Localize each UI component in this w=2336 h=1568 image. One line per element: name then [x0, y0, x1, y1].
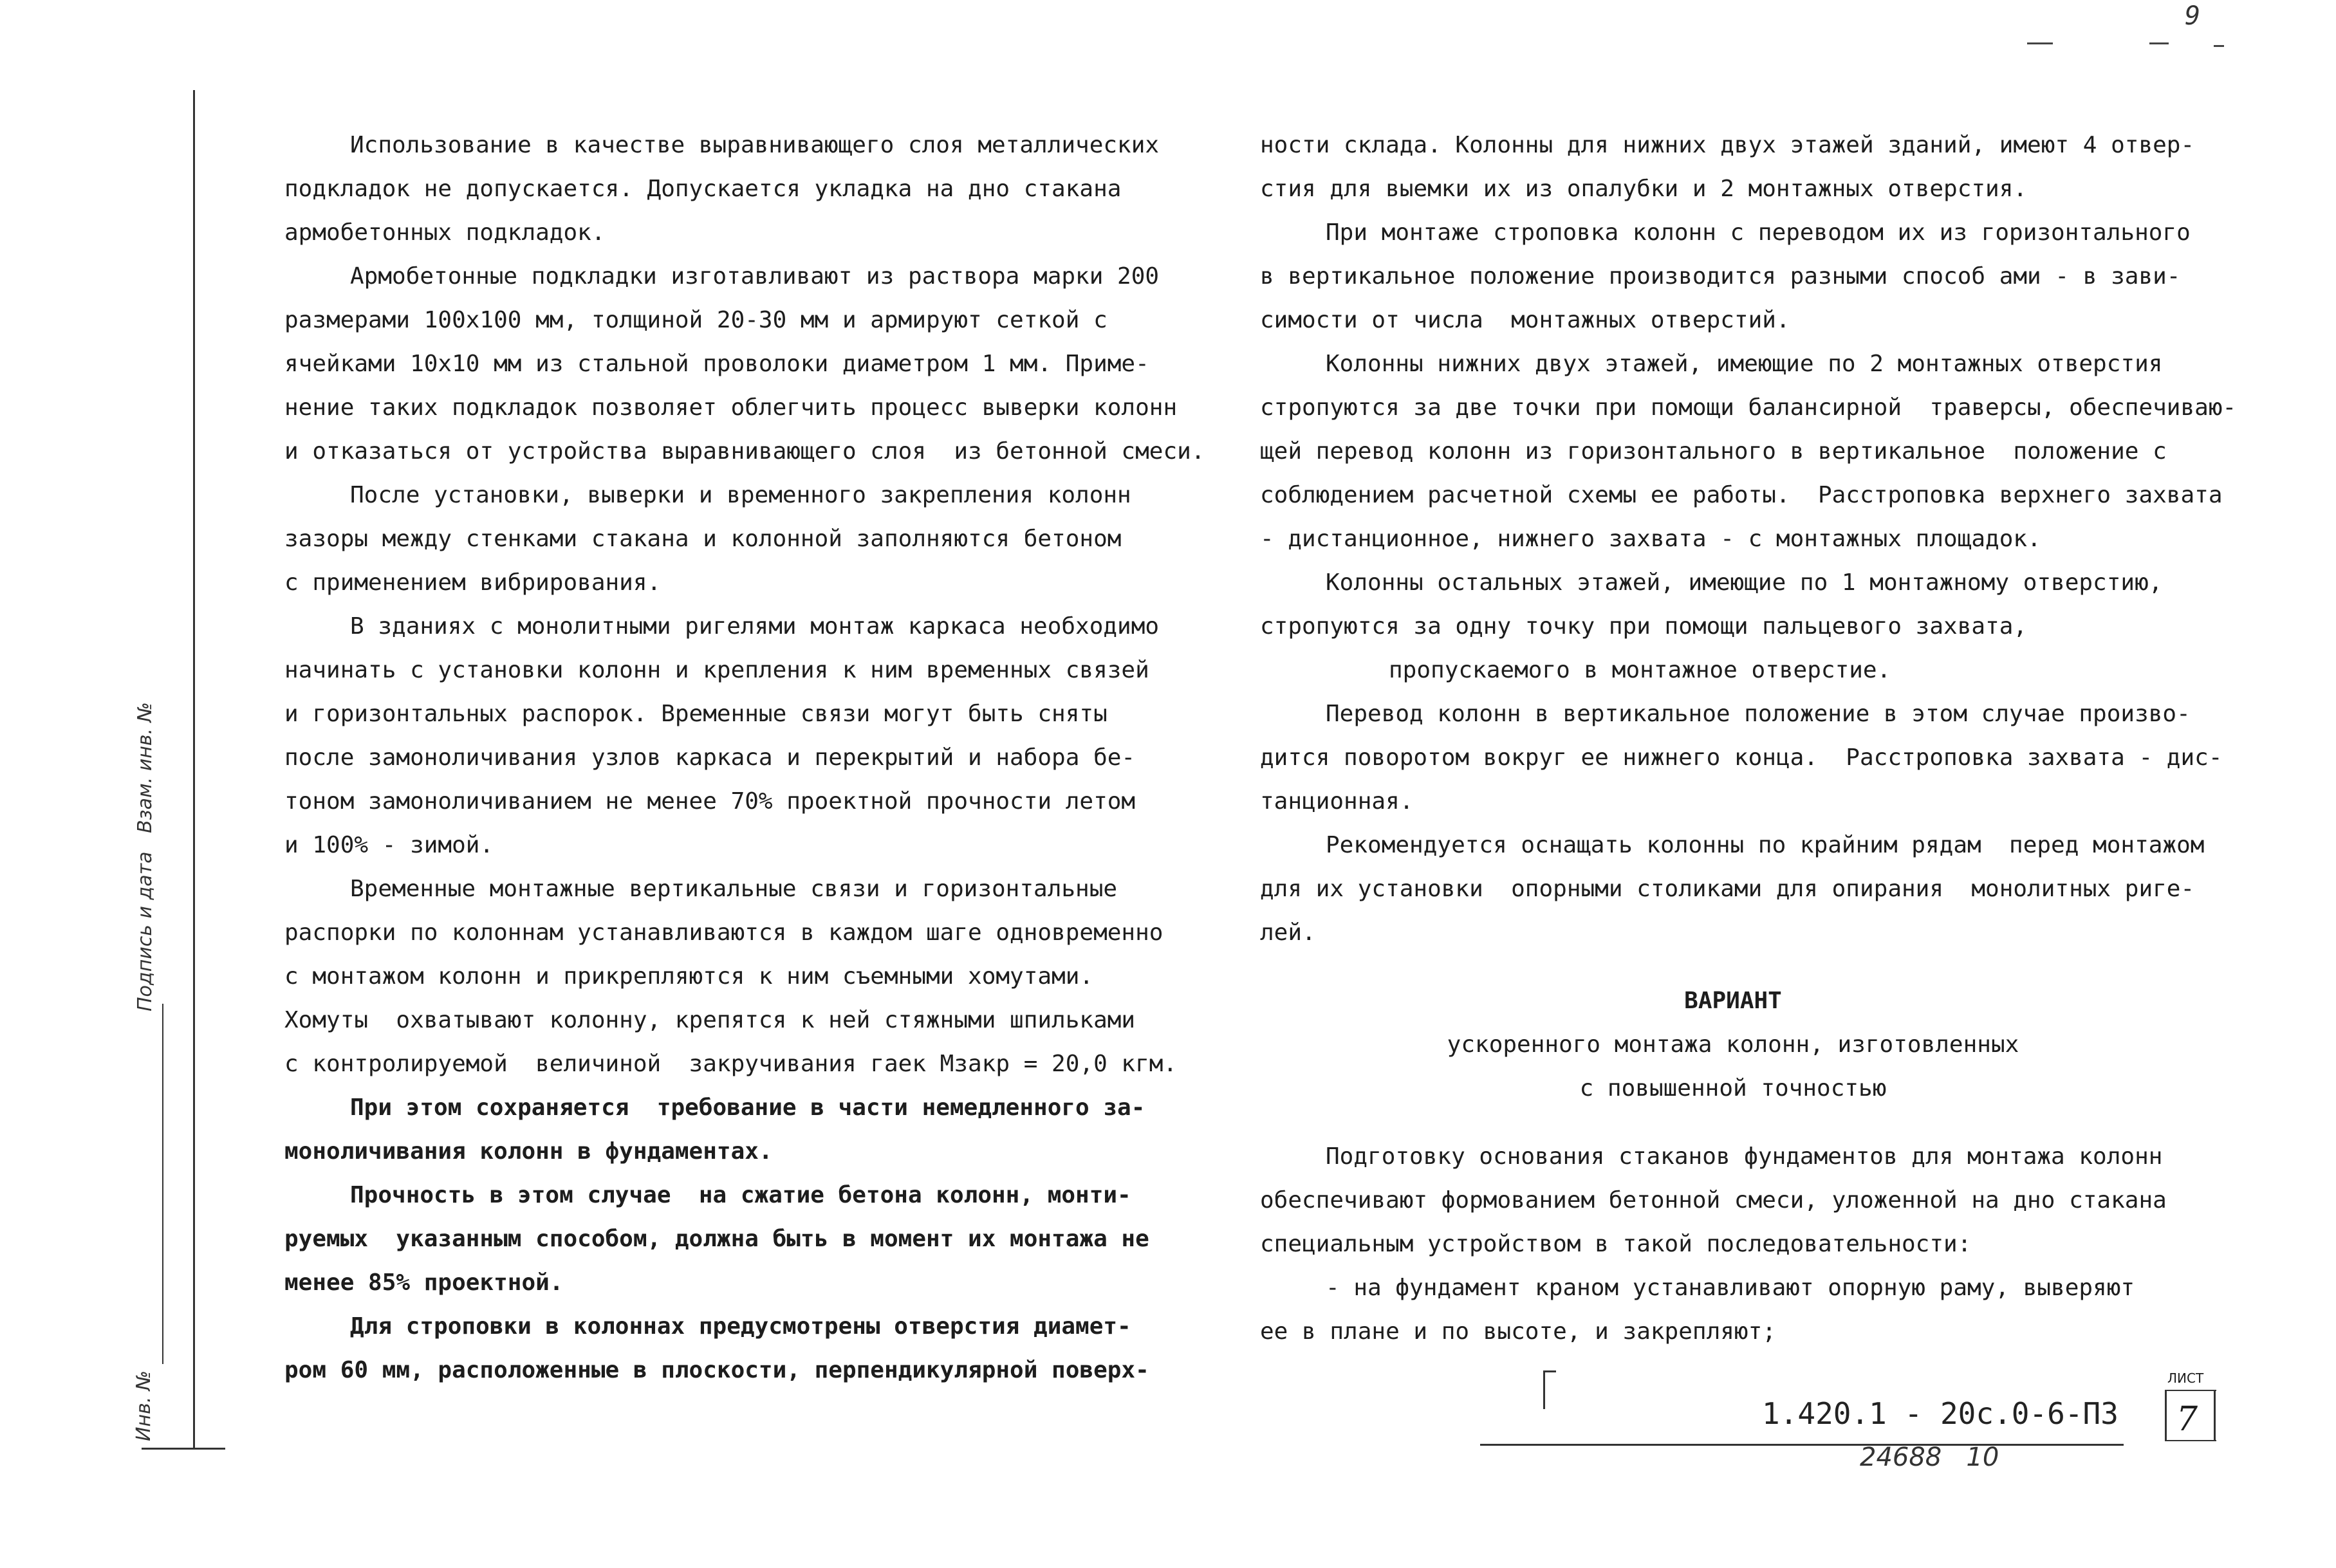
side-stamp-label: Подпись и дата Взам. инв. № [134, 702, 156, 1011]
title-block-line [1480, 1444, 2124, 1446]
text-line: нение таких подкладок позволяет облегчить процесс выверки колонн [284, 394, 1178, 421]
header-rule [2214, 45, 2224, 47]
text-line: с применением вибрирования. [284, 569, 662, 596]
text-line: дится поворотом вокруг ее нижнего конца. Расстроповка захвата - дис- [1260, 744, 2223, 771]
text-line: с контролируемой величиной закручивания гаек Мзакр = 20,0 кгм. [284, 1051, 1178, 1077]
text-line: Колонны остальных этажей, имеющие по 1 монтажному отверстию, [1326, 569, 2163, 596]
text-line: Хомуты охватывают колонну, крепятся к ней стяжными шпильками [284, 1007, 1136, 1033]
sheet-label: ЛИСТ [2167, 1370, 2204, 1386]
margin-line [162, 1004, 163, 1364]
text-line: подкладок не допускается. Допускается укладка на дно стакана [284, 176, 1122, 202]
text-line: зазоры между стенками стакана и колонной заполняются бетоном [284, 526, 1122, 552]
margin-line [193, 90, 195, 1448]
text-line: и отказаться от устройства выравнивающего слоя из бетонной смеси. [284, 438, 1205, 465]
text-line: ее в плане и по высоте, и закрепляют; [1260, 1318, 1776, 1345]
text-line: распорки по колоннам устанавливаются в каждом шаге одновременно [284, 919, 1163, 946]
text-line: Рекомендуется оснащать колонны по крайним рядам перед монтажом [1326, 832, 2205, 858]
sheet-box-line [2165, 1440, 2216, 1441]
text-line: тоном замоноличиванием не менее 70% проектной прочности летом [284, 788, 1136, 815]
page-number: 9 [2185, 1, 2201, 31]
text-line: ячейками 10x10 мм из стальной проволоки диаметром 1 мм. Приме- [284, 351, 1149, 377]
text-line: - на фундамент краном устанавливают опорную раму, выверяют [1326, 1275, 2135, 1301]
text-line: щей перевод колонн из горизонтального в вертикальное положение с [1260, 438, 2167, 465]
text-line: лей. [1260, 919, 1316, 946]
text-line: танционная. [1260, 788, 1414, 815]
text-line: Для строповки в колоннах предусмотрены отверстия диамет- [350, 1313, 1131, 1340]
text-line: для их установки опорными столиками для опирания монолитных риге- [1260, 876, 2195, 902]
text-line: моноличивания колонн в фундаментах. [284, 1138, 773, 1165]
side-stamp-inv: Инв. № [133, 1370, 155, 1441]
text-line: в вертикальное положение производится разными способ ами - в зави- [1260, 263, 2181, 290]
header-rule [2149, 42, 2169, 44]
section-subtitle: ускоренного монтажа колонн, изготовленных [1447, 1031, 2019, 1058]
text-line: ности склада. Колонны для нижних двух этажей зданий, имеют 4 отвер- [1260, 132, 2195, 158]
section-subtitle: с повышенной точностью [1579, 1075, 1887, 1102]
sheet-box-line [2214, 1390, 2216, 1441]
text-line: симости от числа монтажных отверстий. [1260, 307, 1790, 333]
text-line: стия для выемки их из опалубки и 2 монтажных отверстия. [1260, 176, 2028, 202]
text-line: - дистанционное, нижнего захвата - с монтажных площадок. [1260, 526, 2041, 552]
text-line: В зданиях с монолитными ригелями монтаж каркаса необходимо [350, 613, 1160, 640]
text-line: специальным устройством в такой последовательности: [1260, 1231, 1972, 1257]
left-column [284, 124, 1205, 1392]
section-title: ВАРИАНТ [1684, 988, 1782, 1014]
text-line: ром 60 мм, расположенные в плоскости, перпендикулярной поверх- [284, 1357, 1149, 1383]
title-block-line [1543, 1370, 1556, 1372]
text-line: При этом сохраняется требование в части немедленного за- [350, 1094, 1145, 1121]
text-line: и горизонтальных распорок. Временные связи могут быть сняты [284, 701, 1108, 727]
text-line: Колонны нижних двух этажей, имеющие по 2 монтажных отверстия [1326, 351, 2163, 377]
header-rule [2027, 42, 2053, 44]
text-line: Армобетонные подкладки изготавливают из раствора марки 200 [350, 263, 1160, 290]
text-line: Прочность в этом случае на сжатие бетона колонн, монти- [350, 1182, 1131, 1208]
text-line: руемых указанным способом, должна быть в момент их монтажа не [284, 1226, 1149, 1252]
right-column [1260, 124, 2237, 1354]
sheet-number: 7 [2176, 1400, 2198, 1439]
text-line: начинать с установки колонн и крепления к ним временных связей [284, 657, 1149, 683]
sheet-box-line [2165, 1390, 2167, 1441]
text-line: обеспечивают формованием бетонной смеси, уложенной на дно стакана [1260, 1187, 2167, 1213]
text-line: Перевод колонн в вертикальное положение в этом случае произво- [1326, 701, 2191, 727]
text-line: после замоноличивания узлов каркаса и перекрытий и набора бе- [284, 744, 1136, 771]
archive-number: 24688 10 [1860, 1443, 1999, 1472]
text-line: При монтаже строповка колонн с переводом их из горизонтального [1326, 219, 2191, 246]
text-line: Временные монтажные вертикальные связи и горизонтальные [350, 876, 1118, 902]
text-line: пропускаемого в монтажное отверстие. [1389, 657, 1891, 683]
text-line: После установки, выверки и временного закрепления колонн [350, 482, 1131, 508]
text-line: и 100% - зимой. [284, 832, 494, 858]
text-line: Использование в качестве выравнивающего слоя металлических [350, 132, 1160, 158]
text-line: менее 85% проектной. [284, 1269, 564, 1296]
text-line: размерами 100x100 мм, толщиной 20-30 мм и армируют сеткой с [284, 307, 1108, 333]
title-block-line [1543, 1370, 1545, 1409]
stamp-rule [142, 1448, 225, 1450]
document-number: 1.420.1 - 20с.0-6-ПЗ [1762, 1396, 2118, 1431]
text-line: стропуются за две точки при помощи балансирной траверсы, обеспечиваю- [1260, 394, 2237, 421]
text-line: армобетонных подкладок. [284, 219, 606, 246]
text-line: с монтажом колонн и прикрепляются к ним съемными хомутами. [284, 963, 1094, 990]
text-line: Подготовку основания стаканов фундаментов для монтажа колонн [1326, 1143, 2163, 1170]
text-line: соблюдением расчетной схемы ее работы. Расстроповка верхнего захвата [1260, 482, 2223, 508]
text-line: стропуются за одну точку при помощи пальцевого захвата, [1260, 613, 2028, 640]
sheet-box-line [2165, 1390, 2216, 1391]
